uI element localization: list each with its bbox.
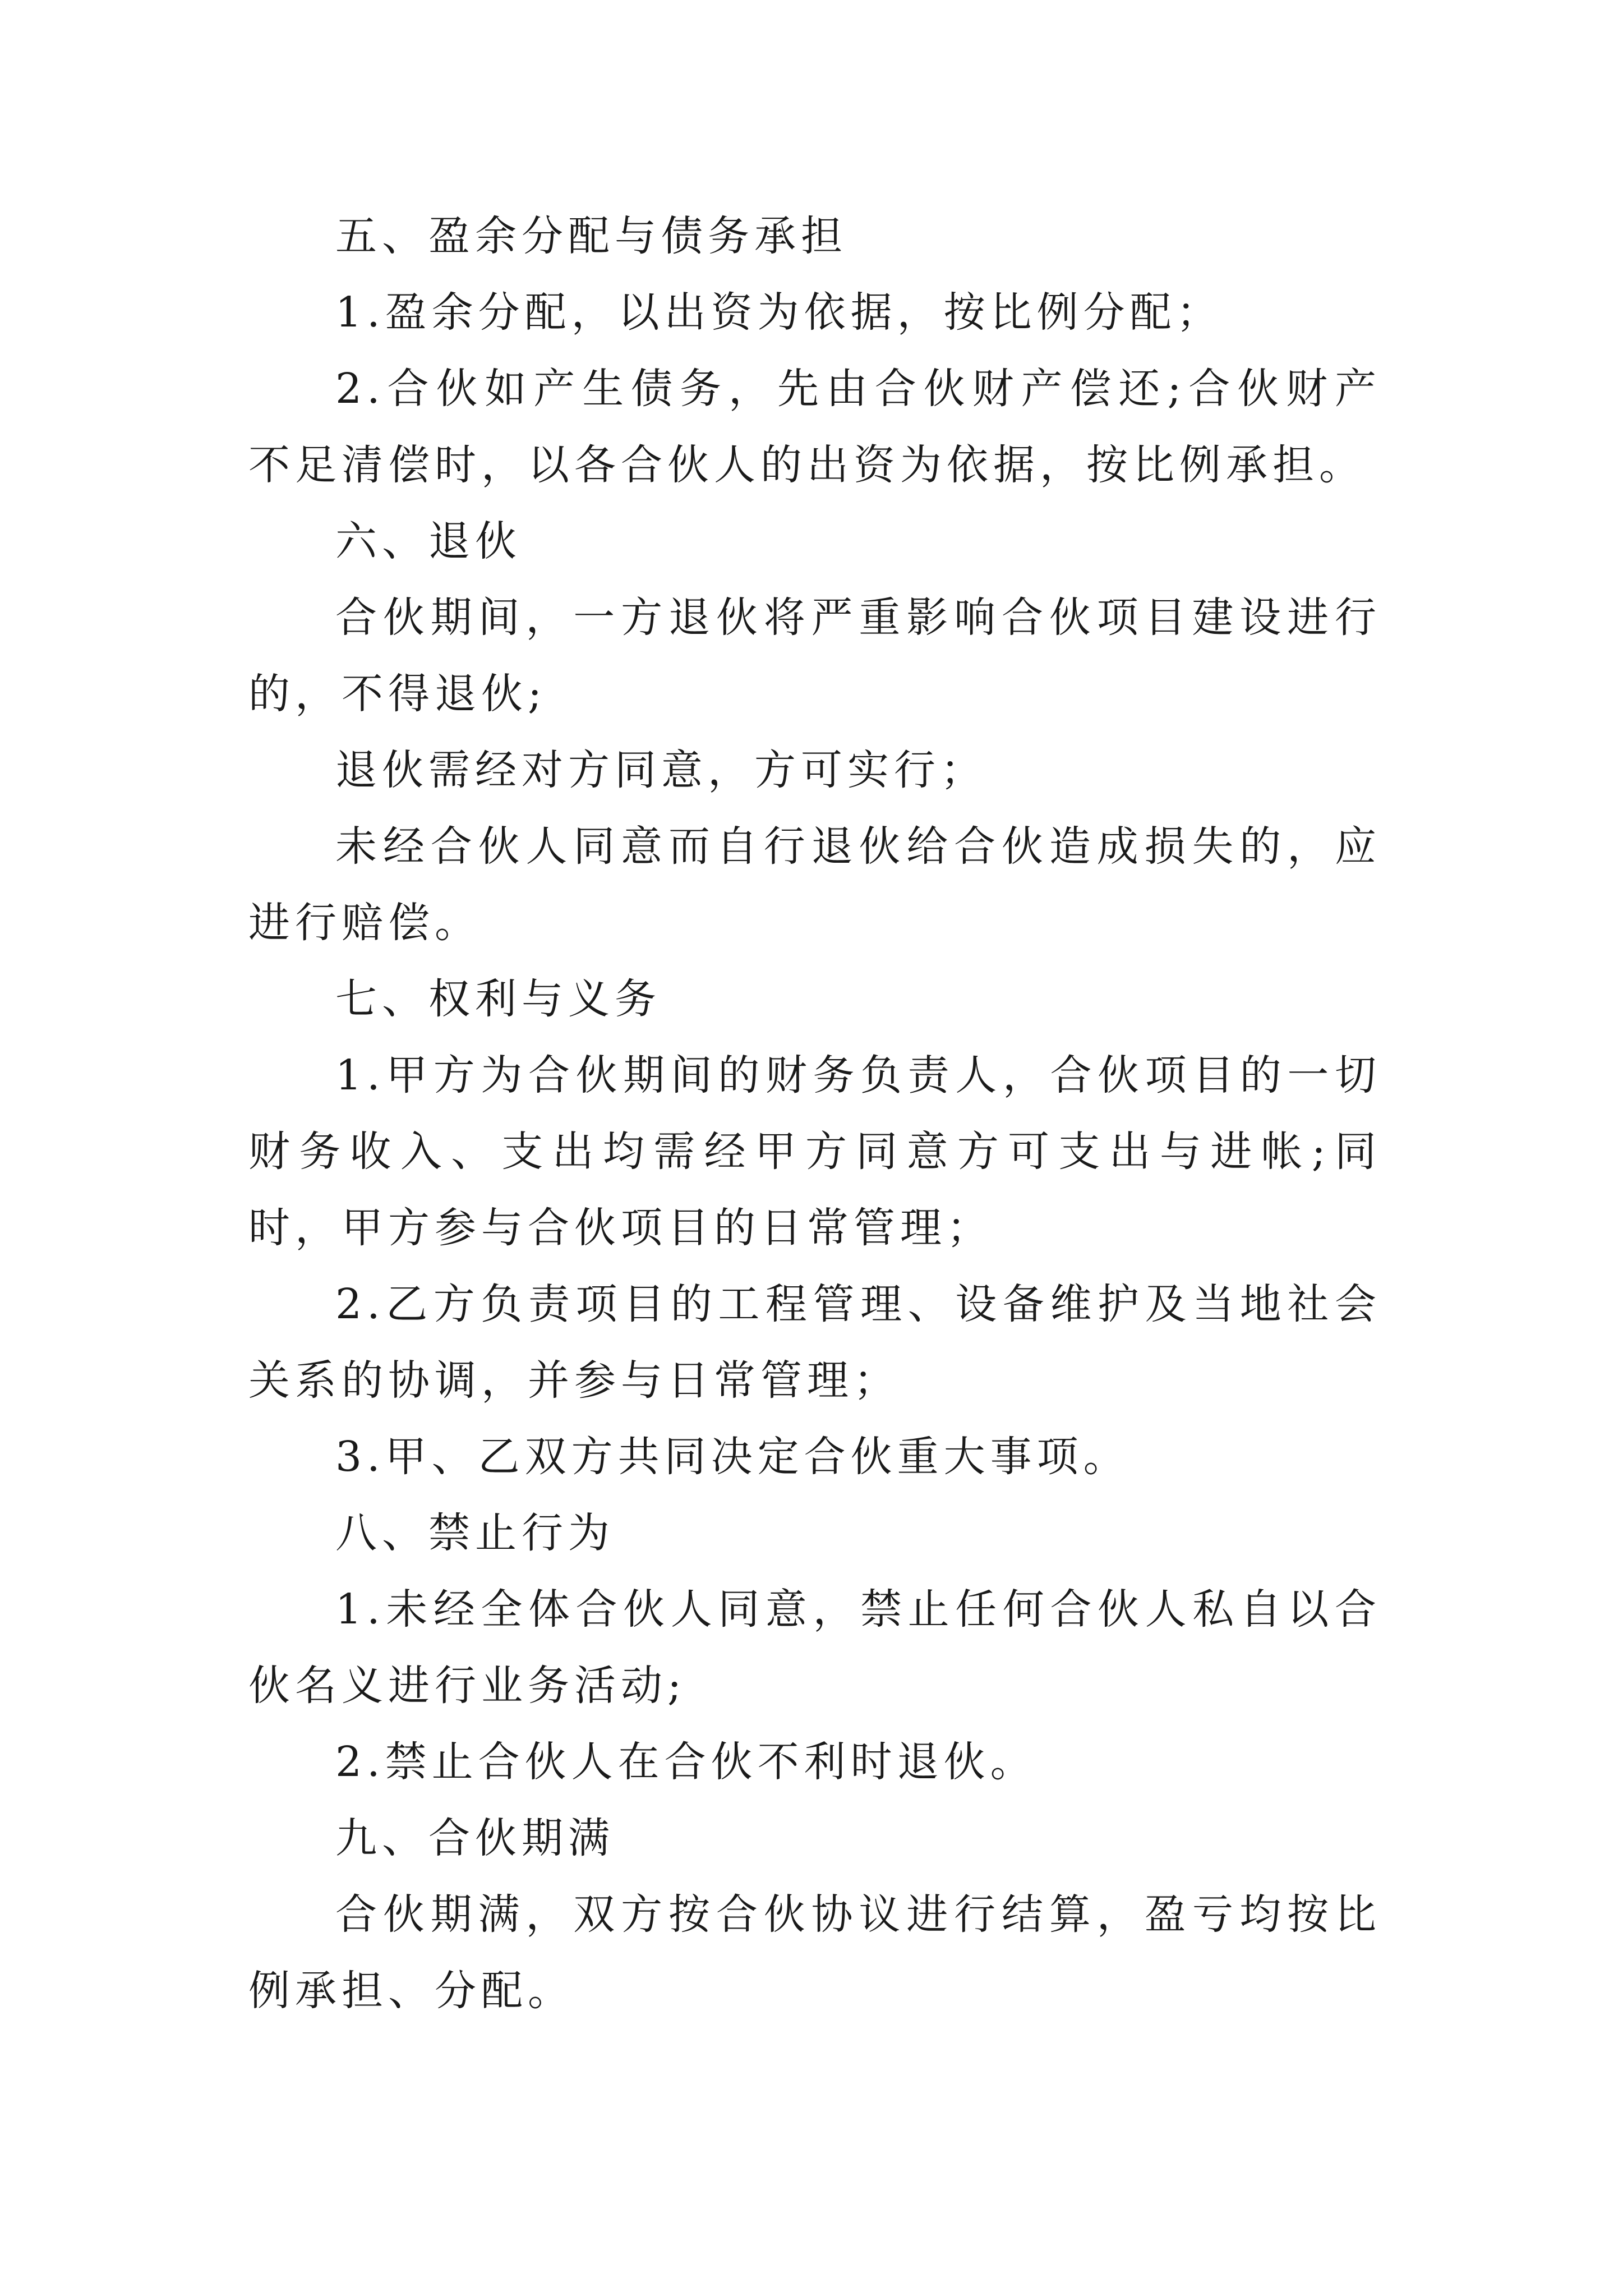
clause-profit-distribution: 1.盈余分配，以出资为依据，按比例分配； (335, 288, 1223, 337)
clause-party-b-management: 2.乙方负责项目的工程管理、设备维护及当地社会关系的协调，并参与日常管理； (248, 1280, 1381, 1405)
section-heading-rights-duties: 七、权利与义务 (335, 975, 661, 1023)
document-body (248, 198, 1381, 2029)
clause-no-withdrawal-when-unfavorable: 2.禁止合伙人在合伙不利时退伙。 (335, 1738, 1037, 1786)
clause-withdrawal-restriction: 合伙期间，一方退伙将严重影响合伙项目建设进行的，不得退伙; (248, 593, 1381, 718)
section-heading-term-expiry: 九、合伙期满 (335, 1814, 615, 1862)
clause-no-private-business: 1.未经全体合伙人同意，禁止任何合伙人私自以合伙名义进行业务活动; (248, 1585, 1381, 1710)
section-heading-prohibited-acts: 八、禁止行为 (335, 1509, 615, 1557)
section-heading-profit-debt: 五、盈余分配与债务承担 (335, 212, 847, 260)
section-heading-withdrawal: 六、退伙 (335, 517, 522, 565)
clause-joint-decisions: 3.甲、乙双方共同决定合伙重大事项。 (335, 1433, 1130, 1481)
clause-withdrawal-compensation: 未经合伙人同意而自行退伙给合伙造成损失的，应进行赔偿。 (248, 822, 1381, 947)
clause-withdrawal-consent: 退伙需经对方同意，方可实行； (335, 746, 987, 794)
clause-party-a-finance: 1.甲方为合伙期间的财务负责人，合伙项目的一切财务收入、支出均需经甲方同意方可支出与进帐;同时，甲方参与合伙项目的日常管理； (248, 1051, 1381, 1252)
clause-debt-bearing: 2.合伙如产生债务，先由合伙财产偿还;合伙财产不足清偿时，以各合伙人的出资为依据，按比例承担。 (248, 365, 1381, 489)
clause-settlement: 合伙期满，双方按合伙协议进行结算，盈亏均按比例承担、分配。 (248, 1890, 1381, 2015)
